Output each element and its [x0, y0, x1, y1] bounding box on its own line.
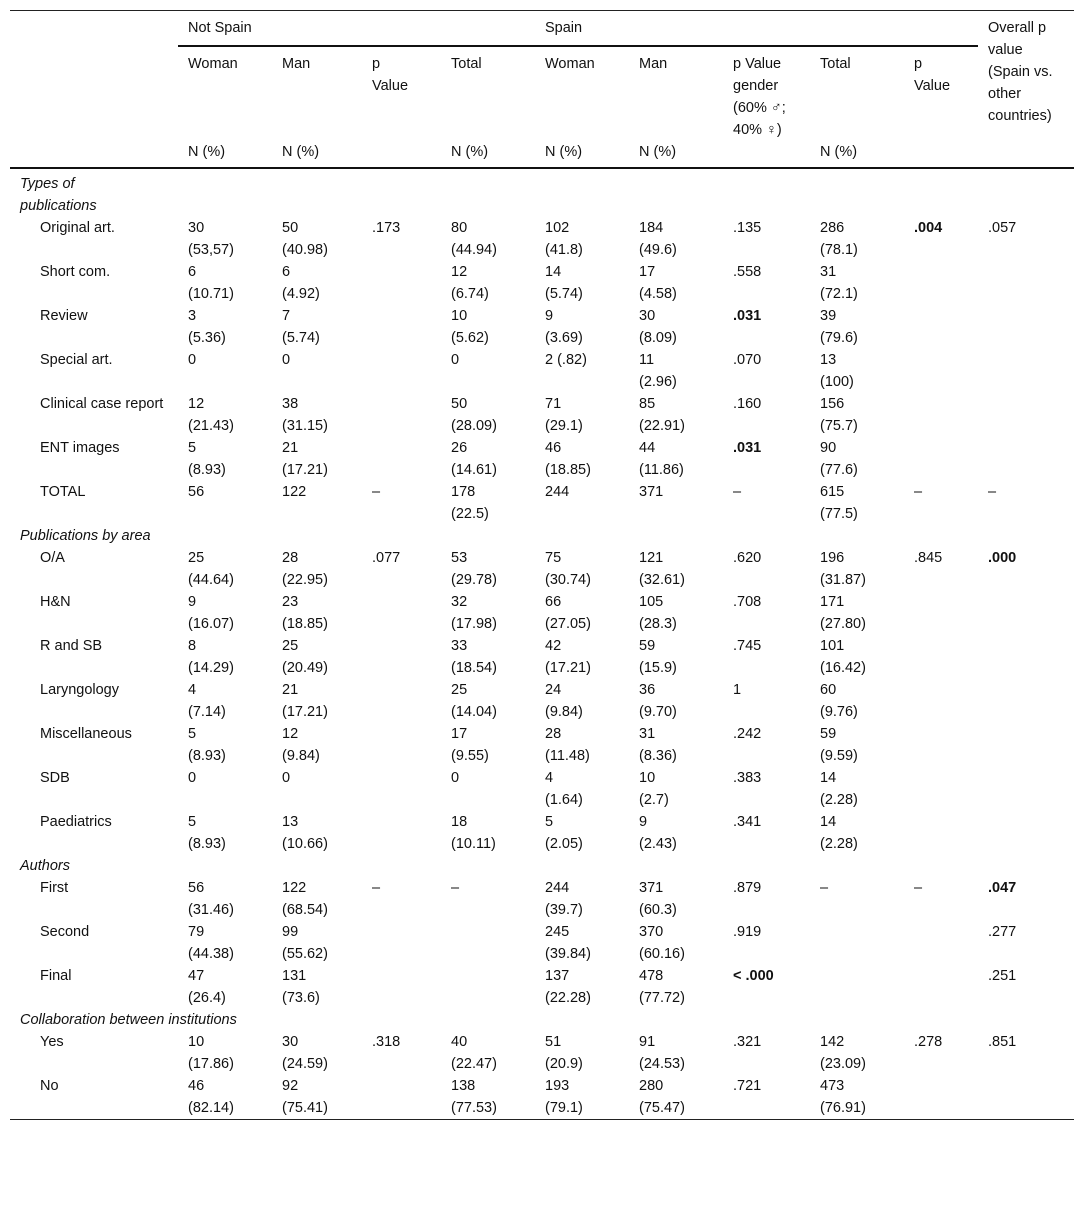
row-label: TOTAL [40, 484, 86, 500]
table-cell: 0 [188, 352, 197, 368]
table-cell: < .000 [733, 968, 774, 984]
table-cell [362, 349, 441, 393]
table-cell: 92 (75.41) [282, 1078, 328, 1116]
table-cell: 184 (49.6) [639, 220, 677, 258]
table-cell: – [372, 484, 381, 500]
table-cell: 9 (2.43) [639, 814, 677, 852]
table-cell [362, 811, 441, 855]
table-cell: 14 (5.74) [545, 264, 583, 302]
row-label: Paediatrics [40, 814, 112, 830]
table-cell [978, 393, 1074, 437]
table-cell: 280 (75.47) [639, 1078, 685, 1116]
table-cell: – [914, 880, 923, 896]
table-cell: 28 (11.48) [545, 726, 590, 764]
table-cell: 38 (31.15) [282, 396, 328, 434]
table-cell [904, 393, 978, 437]
row-label: SDB [40, 770, 70, 786]
table-cell: 33 (18.54) [451, 638, 497, 676]
table-cell [904, 965, 978, 1009]
table-cell [362, 921, 441, 965]
table-row [10, 261, 1074, 305]
table-cell: 615 (77.5) [820, 484, 858, 522]
table-cell [978, 679, 1074, 723]
section-row [10, 525, 1074, 547]
table-cell: 28 (22.95) [282, 550, 328, 588]
table-row [10, 547, 1074, 591]
row-label: Yes [40, 1034, 64, 1050]
table-cell [810, 921, 904, 965]
table-cell [810, 965, 904, 1009]
table-row [10, 877, 1074, 921]
table-cell: 71 (29.1) [545, 396, 583, 434]
table-cell: 14 (2.28) [820, 814, 858, 852]
unit-cell [362, 141, 441, 168]
table-cell: 171 (27.80) [820, 594, 866, 632]
table-cell: 473 (76.91) [820, 1078, 866, 1116]
table-cell: 286 (78.1) [820, 220, 858, 258]
table-cell [362, 591, 441, 635]
table-cell [978, 1075, 1074, 1120]
row-label: Special art. [40, 352, 113, 368]
table-cell: 12 (6.74) [451, 264, 489, 302]
table-cell: – [733, 484, 742, 500]
table-cell: 12 (9.84) [282, 726, 320, 764]
table-cell: 50 (40.98) [282, 220, 328, 258]
table-row [10, 481, 1074, 525]
table-cell: 13 (100) [820, 352, 854, 390]
table-cell [904, 591, 978, 635]
table-cell: 51 (20.9) [545, 1034, 583, 1072]
table-cell: .845 [914, 550, 943, 566]
table-cell: 36 (9.70) [639, 682, 677, 720]
table-cell: .383 [733, 770, 762, 786]
table-cell: 0 [451, 352, 460, 368]
row-label: R and SB [40, 638, 103, 654]
table-cell: 5 (8.93) [188, 814, 226, 852]
table-cell [904, 723, 978, 767]
table-cell: 196 (31.87) [820, 550, 866, 588]
table-cell: 25 (14.04) [451, 682, 497, 720]
table-row [10, 217, 1074, 261]
table-cell: .321 [733, 1034, 762, 1050]
table-cell: .057 [988, 220, 1017, 236]
table-cell: 156 (75.7) [820, 396, 858, 434]
unit-cell [723, 141, 810, 168]
table-row [10, 1031, 1074, 1075]
table-cell: 0 [188, 770, 197, 786]
table-cell: 46 (18.85) [545, 440, 591, 478]
table-cell: .558 [733, 264, 762, 280]
table-cell: 5 (8.93) [188, 440, 226, 478]
table-cell: 23 (18.85) [282, 594, 328, 632]
table-row [10, 393, 1074, 437]
table-cell [978, 635, 1074, 679]
table-cell [904, 921, 978, 965]
table-cell: .031 [733, 308, 762, 324]
table-cell [362, 437, 441, 481]
row-label: H&N [40, 594, 71, 610]
table-cell: .318 [372, 1034, 401, 1050]
table-cell [978, 591, 1074, 635]
table-row [10, 635, 1074, 679]
table-cell: 101 (16.42) [820, 638, 866, 676]
table-cell [362, 767, 441, 811]
table-cell: 56 (31.46) [188, 880, 234, 918]
unit-cell: N (%) [272, 141, 362, 168]
table-cell [904, 811, 978, 855]
subheader-cell: Woman [535, 46, 629, 141]
table-row [10, 767, 1074, 811]
table-cell: 12 (21.43) [188, 396, 234, 434]
table-row [10, 679, 1074, 723]
table-cell: 8 (14.29) [188, 638, 234, 676]
row-label: First [40, 880, 69, 896]
row-label: Second [40, 924, 90, 940]
table-cell: 60 (9.76) [820, 682, 858, 720]
table-cell: 10 (17.86) [188, 1034, 234, 1072]
row-label: No [40, 1078, 59, 1094]
section-filler [178, 855, 1074, 877]
subheader-cell: p Value [904, 46, 978, 141]
table-cell [978, 349, 1074, 393]
table-cell: .879 [733, 880, 762, 896]
table-cell [904, 1075, 978, 1120]
table-cell [362, 305, 441, 349]
table-cell [362, 965, 441, 1009]
table-cell: 21 (17.21) [282, 440, 328, 478]
table-row [10, 811, 1074, 855]
table-cell: 11 (2.96) [639, 352, 677, 390]
section-filler [178, 525, 1074, 547]
table-row [10, 305, 1074, 349]
unit-cell: N (%) [629, 141, 723, 168]
table-cell [904, 437, 978, 481]
table-cell: – [914, 484, 923, 500]
table-cell: 31 (8.36) [639, 726, 677, 764]
row-label: Miscellaneous [40, 726, 132, 742]
table-row [10, 921, 1074, 965]
table-cell: 10 (5.62) [451, 308, 489, 346]
table-cell: .341 [733, 814, 762, 830]
table-cell: 370 (60.16) [639, 924, 685, 962]
table-cell: 1 [733, 682, 742, 698]
table-cell: 4 (1.64) [545, 770, 583, 808]
table-row [10, 437, 1074, 481]
table-cell: .251 [988, 968, 1017, 984]
table-cell: 47 (26.4) [188, 968, 226, 1006]
table-cell: 371 [639, 484, 664, 500]
row-label: Clinical case report [40, 396, 164, 412]
table-cell: .000 [988, 550, 1017, 566]
table-cell: .160 [733, 396, 762, 412]
table-cell: 0 [282, 770, 291, 786]
section-title: Collaboration between institutions [20, 1012, 237, 1028]
table-cell: 193 (79.1) [545, 1078, 583, 1116]
table-cell: 79 (44.38) [188, 924, 234, 962]
table-cell: 39 (79.6) [820, 308, 858, 346]
section-row [10, 1009, 1074, 1031]
subheader-cell: Total [810, 46, 904, 141]
table-cell: 102 (41.8) [545, 220, 583, 258]
table-cell [904, 767, 978, 811]
table-cell: 18 (10.11) [451, 814, 496, 852]
table-cell: 25 (20.49) [282, 638, 328, 676]
section-title: Publications by area [20, 528, 151, 544]
subheader-cell: p Value [362, 46, 441, 141]
table-cell [904, 349, 978, 393]
table-cell: 42 (17.21) [545, 638, 591, 676]
table-cell [978, 261, 1074, 305]
table-cell [904, 261, 978, 305]
table-cell: 121 (32.61) [639, 550, 685, 588]
table-cell: 10 (2.7) [639, 770, 669, 808]
table-cell: 99 (55.62) [282, 924, 328, 962]
table-cell: 105 (28.3) [639, 594, 677, 632]
table-cell: .242 [733, 726, 762, 742]
table-cell: 138 (77.53) [451, 1078, 497, 1116]
table-row [10, 349, 1074, 393]
table-cell [978, 305, 1074, 349]
table-cell [362, 679, 441, 723]
row-label: O/A [40, 550, 65, 566]
table-cell [978, 437, 1074, 481]
table-cell: 30 (24.59) [282, 1034, 328, 1072]
header-spain: Spain [545, 20, 583, 36]
header-overall-p: Overall p value (Spain vs. other countries) [978, 11, 1074, 169]
subheader-cell: Man [272, 46, 362, 141]
subheader-cell: p Value gender (60% ♂; 40% ♀) [723, 46, 810, 141]
table-cell [904, 679, 978, 723]
table-cell: 122 [282, 484, 307, 500]
row-label: Final [40, 968, 72, 984]
header-row-groups [10, 11, 1074, 47]
table-cell [362, 393, 441, 437]
table-cell: 17 (9.55) [451, 726, 489, 764]
table-cell: .620 [733, 550, 762, 566]
section-row [10, 168, 1074, 217]
table-cell: 75 (30.74) [545, 550, 591, 588]
table-cell: .004 [914, 220, 943, 236]
table-cell: 14 (2.28) [820, 770, 858, 808]
table-cell: – [372, 880, 381, 896]
table-cell: – [820, 880, 829, 896]
table-cell: 9 (16.07) [188, 594, 234, 632]
table-cell: 25 (44.64) [188, 550, 234, 588]
table-cell [362, 635, 441, 679]
table-cell: .919 [733, 924, 762, 940]
table-cell: 31 (72.1) [820, 264, 858, 302]
subheader-cell: Woman [178, 46, 272, 141]
table-cell: 32 (17.98) [451, 594, 497, 632]
table-cell [904, 635, 978, 679]
table-cell: 2 (.82) [545, 352, 587, 368]
table-cell: 59 (9.59) [820, 726, 858, 764]
table-cell: 56 [188, 484, 205, 500]
table-cell: 30 (53,57) [188, 220, 234, 258]
table-cell [362, 261, 441, 305]
table-row [10, 591, 1074, 635]
row-label: Short com. [40, 264, 111, 280]
section-row [10, 855, 1074, 877]
table-cell: 80 (44.94) [451, 220, 497, 258]
table-cell: 90 (77.6) [820, 440, 858, 478]
section-title: Authors [20, 858, 70, 874]
unit-cell: N (%) [810, 141, 904, 168]
table-cell: 66 (27.05) [545, 594, 591, 632]
table-cell: 0 [282, 352, 291, 368]
section-filler [362, 1009, 1074, 1031]
table-cell: .173 [372, 220, 401, 236]
table-cell [362, 1075, 441, 1120]
table-cell: 6 (10.71) [188, 264, 234, 302]
unit-cell: N (%) [441, 141, 535, 168]
table-cell: 5 (2.05) [545, 814, 583, 852]
table-cell: .070 [733, 352, 762, 368]
unit-cell: N (%) [178, 141, 272, 168]
table-cell: 30 (8.09) [639, 308, 677, 346]
table-cell: .721 [733, 1078, 762, 1094]
table-cell: 371 (60.3) [639, 880, 677, 918]
unit-cell: N (%) [535, 141, 629, 168]
header-blank [10, 11, 178, 169]
table-cell: 142 (23.09) [820, 1034, 866, 1072]
table-cell: 244 [545, 484, 570, 500]
unit-cell [904, 141, 978, 168]
table-cell: 13 (10.66) [282, 814, 328, 852]
table-row [10, 965, 1074, 1009]
table-cell: .708 [733, 594, 762, 610]
table-cell: 46 (82.14) [188, 1078, 234, 1116]
table-cell: .047 [988, 880, 1017, 896]
table-cell [978, 723, 1074, 767]
table-row [10, 1075, 1074, 1120]
table-cell: 178 (22.5) [451, 484, 489, 522]
table-cell: – [988, 484, 997, 500]
table-cell: 26 (14.61) [451, 440, 497, 478]
table-row [10, 723, 1074, 767]
table-cell: 53 (29.78) [451, 550, 497, 588]
table-cell: .077 [372, 550, 401, 566]
table-cell [978, 811, 1074, 855]
table-cell: 478 (77.72) [639, 968, 685, 1006]
table-cell: 40 (22.47) [451, 1034, 497, 1072]
subheader-cell: Man [629, 46, 723, 141]
table-cell: 131 (73.6) [282, 968, 320, 1006]
row-label: Laryngology [40, 682, 119, 698]
table-cell: .745 [733, 638, 762, 654]
table-cell: 9 (3.69) [545, 308, 583, 346]
table-cell: 4 (7.14) [188, 682, 226, 720]
table-cell: .135 [733, 220, 762, 236]
section-filler [362, 168, 1074, 217]
header-not-spain: Not Spain [188, 20, 252, 36]
table-cell: 245 (39.84) [545, 924, 591, 962]
table-cell: .277 [988, 924, 1017, 940]
table-cell: 85 (22.91) [639, 396, 685, 434]
table-cell [441, 965, 535, 1009]
table-cell: 3 (5.36) [188, 308, 226, 346]
table-cell: 122 (68.54) [282, 880, 328, 918]
table-cell: .851 [988, 1034, 1017, 1050]
table-cell: 6 (4.92) [282, 264, 320, 302]
table-cell: .031 [733, 440, 762, 456]
table-cell [441, 921, 535, 965]
table-cell [362, 723, 441, 767]
row-label: ENT images [40, 440, 120, 456]
table-cell [904, 305, 978, 349]
table-cell: 50 (28.09) [451, 396, 497, 434]
table-cell: 21 (17.21) [282, 682, 328, 720]
table-cell: 17 (4.58) [639, 264, 677, 302]
table-cell: 7 (5.74) [282, 308, 320, 346]
table-cell: 91 (24.53) [639, 1034, 685, 1072]
row-label: Original art. [40, 220, 115, 236]
table-cell: .278 [914, 1034, 943, 1050]
table-cell: 0 [451, 770, 460, 786]
row-label: Review [40, 308, 88, 324]
table-cell: 5 (8.93) [188, 726, 226, 764]
section-title: Types of publications [20, 176, 97, 214]
results-table [10, 10, 1074, 1120]
table-cell: 44 (11.86) [639, 440, 684, 478]
table-cell [978, 767, 1074, 811]
table-cell: 59 (15.9) [639, 638, 677, 676]
subheader-cell: Total [441, 46, 535, 141]
table-cell: 244 (39.7) [545, 880, 583, 918]
table-cell: 137 (22.28) [545, 968, 591, 1006]
table-cell: 24 (9.84) [545, 682, 583, 720]
table-cell: – [451, 880, 460, 896]
